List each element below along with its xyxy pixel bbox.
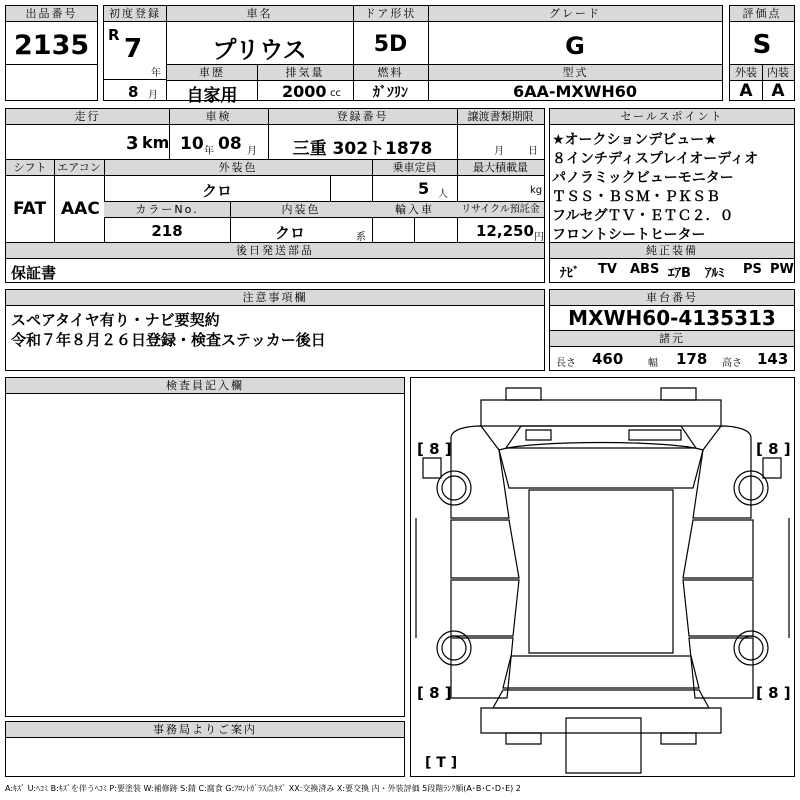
- first-reg-year: 7: [124, 34, 143, 64]
- score-int-value: A: [771, 81, 785, 101]
- specs-height-label: 高さ: [722, 358, 742, 369]
- grade-label: グレード: [428, 6, 722, 22]
- office-label: 事務局よりご案内: [6, 722, 404, 738]
- shift-label: シフト: [6, 160, 54, 176]
- specs-width-label: 幅: [648, 358, 658, 369]
- doors-label: ドア形状: [353, 6, 428, 22]
- doc-deadline-label: 譲渡書類期限: [457, 109, 544, 125]
- inspection-month-unit: 月: [247, 146, 257, 157]
- sales-point-2: ８インチディスプレイオーディオ: [552, 151, 759, 167]
- notes-line-2: 令和７年８月２６日登録・検査ステッカー後日: [11, 331, 326, 349]
- lot-box: [5, 5, 98, 101]
- equipment-airbag: ｴｱB: [668, 266, 691, 281]
- reg-number-label: 登録番号: [268, 109, 457, 125]
- interior-color-value: クロ: [274, 224, 305, 242]
- first-reg-month: 8: [128, 83, 139, 101]
- chassis-label: 車台番号: [550, 290, 794, 306]
- tire-rl-score: [ 8 ]: [417, 684, 452, 702]
- max-load-label: 最大積載量: [457, 160, 544, 176]
- score-ext-label: 外装: [730, 65, 762, 81]
- parts-later-value: 保証書: [11, 264, 57, 282]
- inspection-label: 車検: [169, 109, 268, 125]
- mileage-label: 走行: [6, 109, 169, 125]
- doors-value: 5D: [373, 32, 408, 57]
- specs-height: 143: [757, 350, 789, 368]
- aircon-value: AAC: [61, 199, 100, 219]
- details-box: [5, 108, 545, 283]
- displacement-value: 2000: [282, 82, 327, 101]
- score-box: [729, 5, 795, 101]
- history-label: 車歴: [167, 65, 257, 81]
- tire-rr-score: [ 8 ]: [756, 684, 791, 702]
- sales-point-6: フロントシートヒーター: [552, 227, 706, 243]
- model-value: 6AA-MXWH60: [512, 82, 638, 101]
- score-label: 評価点: [730, 6, 794, 22]
- car-diagram-box: [410, 377, 795, 777]
- first-reg-year-unit: 年: [151, 68, 161, 79]
- import-label: 輸入車: [372, 202, 457, 218]
- notes-box: [5, 289, 545, 371]
- model-label: 型式: [429, 65, 722, 81]
- recycle-unit: 円: [534, 232, 544, 243]
- inspector-label: 検査員記入欄: [6, 378, 404, 394]
- sales-points-box: [549, 108, 795, 283]
- sales-point-3: パノラミックビューモニター: [552, 170, 734, 186]
- equipment-ps: PS: [743, 262, 762, 277]
- score-int-label: 内装: [762, 65, 794, 81]
- fuel-value: ｶﾞｿﾘﾝ: [373, 85, 408, 101]
- interior-color-unit: 系: [356, 232, 366, 243]
- notes-line-1: スペアタイヤ有り・ナビ要契約: [11, 311, 220, 329]
- tire-fl-score: [ 8 ]: [417, 440, 452, 458]
- displacement-label: 排気量: [257, 65, 353, 81]
- doc-deadline-day-unit: 日: [528, 146, 538, 157]
- lot-label: 出品番号: [6, 6, 97, 22]
- sales-point-5: フルセグＴＶ・ＥＴＣ２．０: [552, 208, 734, 224]
- main-header-box: [103, 5, 723, 106]
- capacity-value: 5: [418, 179, 430, 198]
- color-no-label: カラーNo.: [104, 202, 230, 218]
- chassis-box: [549, 289, 795, 371]
- shift-value: FAT: [13, 199, 47, 219]
- exterior-color-value: クロ: [201, 182, 232, 200]
- inspection-month: 08: [218, 134, 242, 154]
- lot-number: 2135: [14, 30, 90, 61]
- chassis-number: MXWH60-4135313: [568, 306, 776, 330]
- sales-points-label: セールスポイント: [550, 109, 794, 125]
- inspector-box: [5, 377, 405, 717]
- equipment-abs: ABS: [630, 262, 660, 277]
- equipment-navi: ﾅﾋﾞ: [560, 266, 580, 281]
- trunk-score: [ T ]: [425, 755, 458, 771]
- mileage-value: 3: [126, 133, 139, 154]
- legend: A:ｷｽﾞ U:ﾍｺﾐ B:ｷｽﾞを伴うﾍｺﾐ P:要塗装 W:補修跡 S:錆 C:腐食 G:ﾌﾛﾝﾄｶﾞﾗｽ点ｷｽﾞ XX:交換済み X:要交換 内・外装評価 5段階ﾗﾝｸ順(A･B･C･D･E) 2: [5, 784, 521, 793]
- history-value: 自家用: [186, 86, 238, 106]
- specs-length-label: 長さ: [556, 358, 576, 369]
- equipment-pw: PW: [770, 262, 794, 277]
- score-ext-value: A: [739, 81, 753, 101]
- car-diagram: [411, 378, 794, 776]
- sales-point-4: ＴＳＳ・ＢＳＭ・ＰＫＳＢ: [552, 189, 720, 205]
- parts-later-label: 後日発送部品: [6, 243, 544, 259]
- grade-value: G: [565, 32, 585, 60]
- car-name: プリウス: [212, 36, 307, 64]
- max-load-unit: kg: [530, 185, 543, 196]
- exterior-color-label: 外装色: [104, 160, 372, 176]
- interior-color-label: 内装色: [230, 202, 372, 218]
- first-reg-month-unit: 月: [148, 90, 158, 101]
- notes-label: 注意事項欄: [6, 290, 544, 306]
- equipment-alloy: ｱﾙﾐ: [705, 266, 725, 281]
- equipment-label: 純正装備: [550, 243, 794, 259]
- specs-label: 諸元: [550, 331, 794, 347]
- car-name-label: 車名: [166, 6, 353, 22]
- equipment-tv: TV: [598, 262, 617, 277]
- sales-point-1: ★オークションデビュー★: [552, 132, 717, 148]
- aircon-label: エアコン: [54, 160, 104, 176]
- recycle-label: リサイクル預託金: [457, 202, 544, 218]
- specs-length: 460: [592, 350, 624, 368]
- first-reg-era: R: [108, 26, 120, 44]
- capacity-unit: 人: [438, 189, 448, 200]
- score-value: S: [752, 30, 772, 60]
- office-box: [5, 721, 405, 777]
- color-no-value: 218: [151, 222, 183, 240]
- displacement-unit: cc: [330, 88, 341, 99]
- mileage-unit: km: [142, 133, 170, 152]
- recycle-value: 12,250: [476, 222, 534, 240]
- first-reg-label: 初度登録: [104, 6, 166, 22]
- reg-number: 三重 302ト1878: [292, 139, 433, 159]
- specs-width: 178: [676, 350, 708, 368]
- capacity-label: 乗車定員: [372, 160, 457, 176]
- inspection-year-unit: 年: [204, 146, 214, 157]
- fuel-label: 燃料: [353, 65, 428, 81]
- doc-deadline-month-unit: 月: [494, 146, 504, 157]
- inspection-year: 10: [180, 134, 204, 154]
- tire-fr-score: [ 8 ]: [756, 440, 791, 458]
